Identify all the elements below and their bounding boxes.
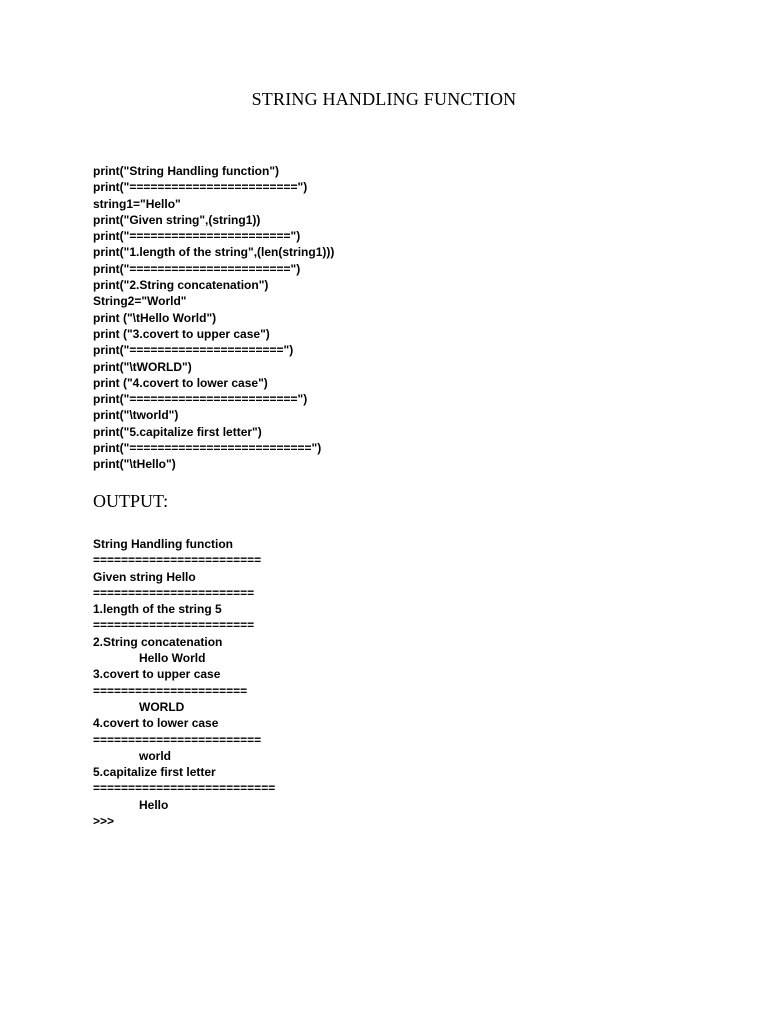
output-line: Hello World bbox=[139, 651, 206, 666]
code-line: string1="Hello" bbox=[93, 196, 181, 211]
code-line: print ("3.covert to upper case") bbox=[93, 326, 270, 341]
output-line: Given string Hello bbox=[93, 569, 196, 584]
code-line: print("\tWORLD") bbox=[93, 359, 192, 374]
document-title: STRING HANDLING FUNCTION bbox=[251, 89, 517, 109]
code-line: print("5.capitalize first letter") bbox=[93, 424, 262, 439]
code-line: print("\tHello") bbox=[93, 457, 176, 472]
code-line: print("=======================") bbox=[93, 229, 301, 244]
output-line: 3.covert to upper case bbox=[93, 667, 221, 682]
output-line: Hello bbox=[139, 797, 169, 812]
output-line: 2.String concatenation bbox=[93, 634, 223, 649]
code-line: print ("\tHello World") bbox=[93, 310, 217, 325]
code-line: print("========================") bbox=[93, 180, 308, 195]
output-line: world bbox=[139, 748, 171, 763]
output-heading: OUTPUT: bbox=[93, 491, 169, 511]
output-line: WORLD bbox=[139, 699, 185, 714]
output-line: ====================== bbox=[93, 683, 248, 698]
code-line: print("=======================") bbox=[93, 261, 301, 276]
output-line: ======================== bbox=[93, 732, 262, 747]
code-line: print("\tworld") bbox=[93, 408, 179, 423]
code-line: print("1.length of the string",(len(string1))) bbox=[93, 245, 335, 260]
code-line: print("String Handling function") bbox=[93, 164, 280, 178]
code-line: print("========================") bbox=[93, 392, 308, 407]
output-line: ======================= bbox=[93, 618, 255, 633]
output-line: ========================== bbox=[93, 781, 276, 796]
code-line: print("==========================") bbox=[93, 441, 322, 456]
code-line: print("2.String concatenation") bbox=[93, 278, 269, 293]
output-line: >>> bbox=[93, 814, 115, 829]
code-line: String2="World" bbox=[93, 294, 187, 309]
code-listing bbox=[93, 163, 693, 473]
output-line: ======================= bbox=[93, 585, 255, 600]
output-line: 1.length of the string 5 bbox=[93, 602, 222, 617]
code-line: print("======================") bbox=[93, 343, 294, 358]
output-line: String Handling function bbox=[93, 537, 233, 551]
code-line: print("Given string",(string1)) bbox=[93, 212, 261, 227]
output-line: ======================== bbox=[93, 553, 262, 568]
output-listing bbox=[93, 536, 693, 829]
code-line: print ("4.covert to lower case") bbox=[93, 375, 268, 390]
output-line: 5.capitalize first letter bbox=[93, 765, 216, 780]
output-line: 4.covert to lower case bbox=[93, 716, 219, 731]
